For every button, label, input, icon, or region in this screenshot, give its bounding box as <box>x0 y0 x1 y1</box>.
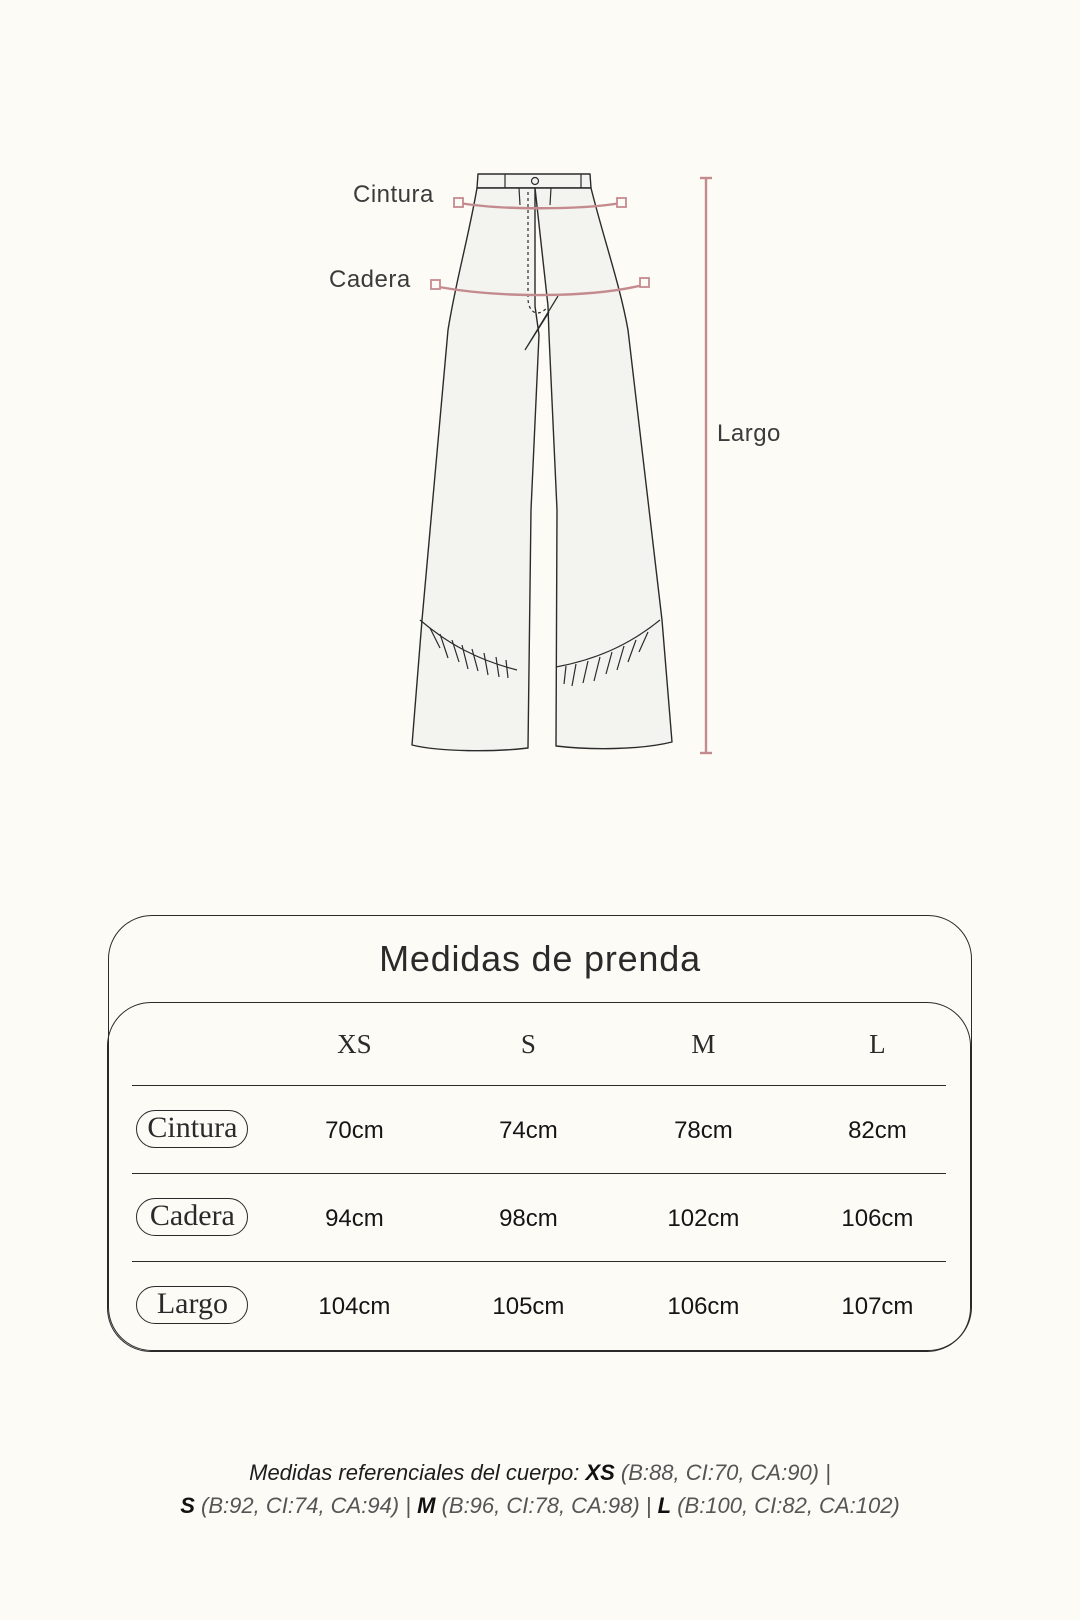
right-leg <box>535 188 672 749</box>
pants-illustration <box>0 0 1080 800</box>
footnote-size-l: L <box>657 1493 672 1518</box>
waist-marker-left <box>454 198 463 207</box>
body-measures-line-1 <box>0 1456 1080 1489</box>
table-cell: 70cm <box>325 1117 384 1144</box>
hip-label: Cadera <box>329 266 411 293</box>
size-header-s: S <box>520 1029 536 1059</box>
table-title: Medidas de prenda <box>379 938 701 979</box>
table-cell: 106cm <box>667 1293 740 1320</box>
footnote-detail-l: (B:100, CI:82, CA:102) <box>677 1493 900 1518</box>
table-cell: 94cm <box>325 1205 384 1232</box>
footnote-separator: | <box>645 1493 652 1518</box>
row-label-largo: Largo <box>136 1286 248 1324</box>
footnote-detail-xs: (B:88, CI:70, CA:90) <box>620 1460 820 1485</box>
hip-marker-left <box>431 280 440 289</box>
size-header-l: L <box>869 1029 886 1059</box>
table-cell: 98cm <box>499 1205 558 1232</box>
table-cell: 107cm <box>841 1293 914 1320</box>
table-cell: 74cm <box>499 1117 558 1144</box>
table-cell: 82cm <box>848 1117 907 1144</box>
table-cell: 105cm <box>492 1293 565 1320</box>
body-measures-line-2 <box>0 1489 1080 1522</box>
footnote-intro: Medidas referenciales del cuerpo: <box>249 1460 580 1485</box>
row-divider <box>132 1173 946 1174</box>
row-divider <box>132 1261 946 1262</box>
table-cell: 102cm <box>667 1205 740 1232</box>
table-cell: 78cm <box>674 1117 733 1144</box>
row-divider <box>132 1085 946 1086</box>
size-header-m: M <box>691 1029 716 1059</box>
waist-label: Cintura <box>353 181 434 208</box>
row-label-cintura: Cintura <box>136 1110 248 1148</box>
footnote-size-xs: XS <box>585 1460 615 1485</box>
row-label-cadera: Cadera <box>136 1198 248 1236</box>
footnote-separator: | <box>825 1460 831 1485</box>
footnote-separator: | <box>405 1493 411 1518</box>
length-label: Largo <box>717 420 781 447</box>
footnote-size-m: M <box>417 1493 436 1518</box>
footnote-detail-s: (B:92, CI:74, CA:94) <box>201 1493 400 1518</box>
pants-diagram <box>0 0 1080 800</box>
hip-marker-right <box>640 278 649 287</box>
footnote-size-s: S <box>180 1493 195 1518</box>
left-leg <box>412 188 539 751</box>
waist-marker-right <box>617 198 626 207</box>
table-body <box>107 1002 971 1352</box>
size-table <box>108 915 972 1351</box>
size-header-xs: XS <box>337 1029 372 1059</box>
table-cell: 104cm <box>318 1293 391 1320</box>
footnote-detail-m: (B:96, CI:78, CA:98) <box>441 1493 640 1518</box>
table-cell: 106cm <box>841 1205 914 1232</box>
waistband <box>477 174 591 188</box>
